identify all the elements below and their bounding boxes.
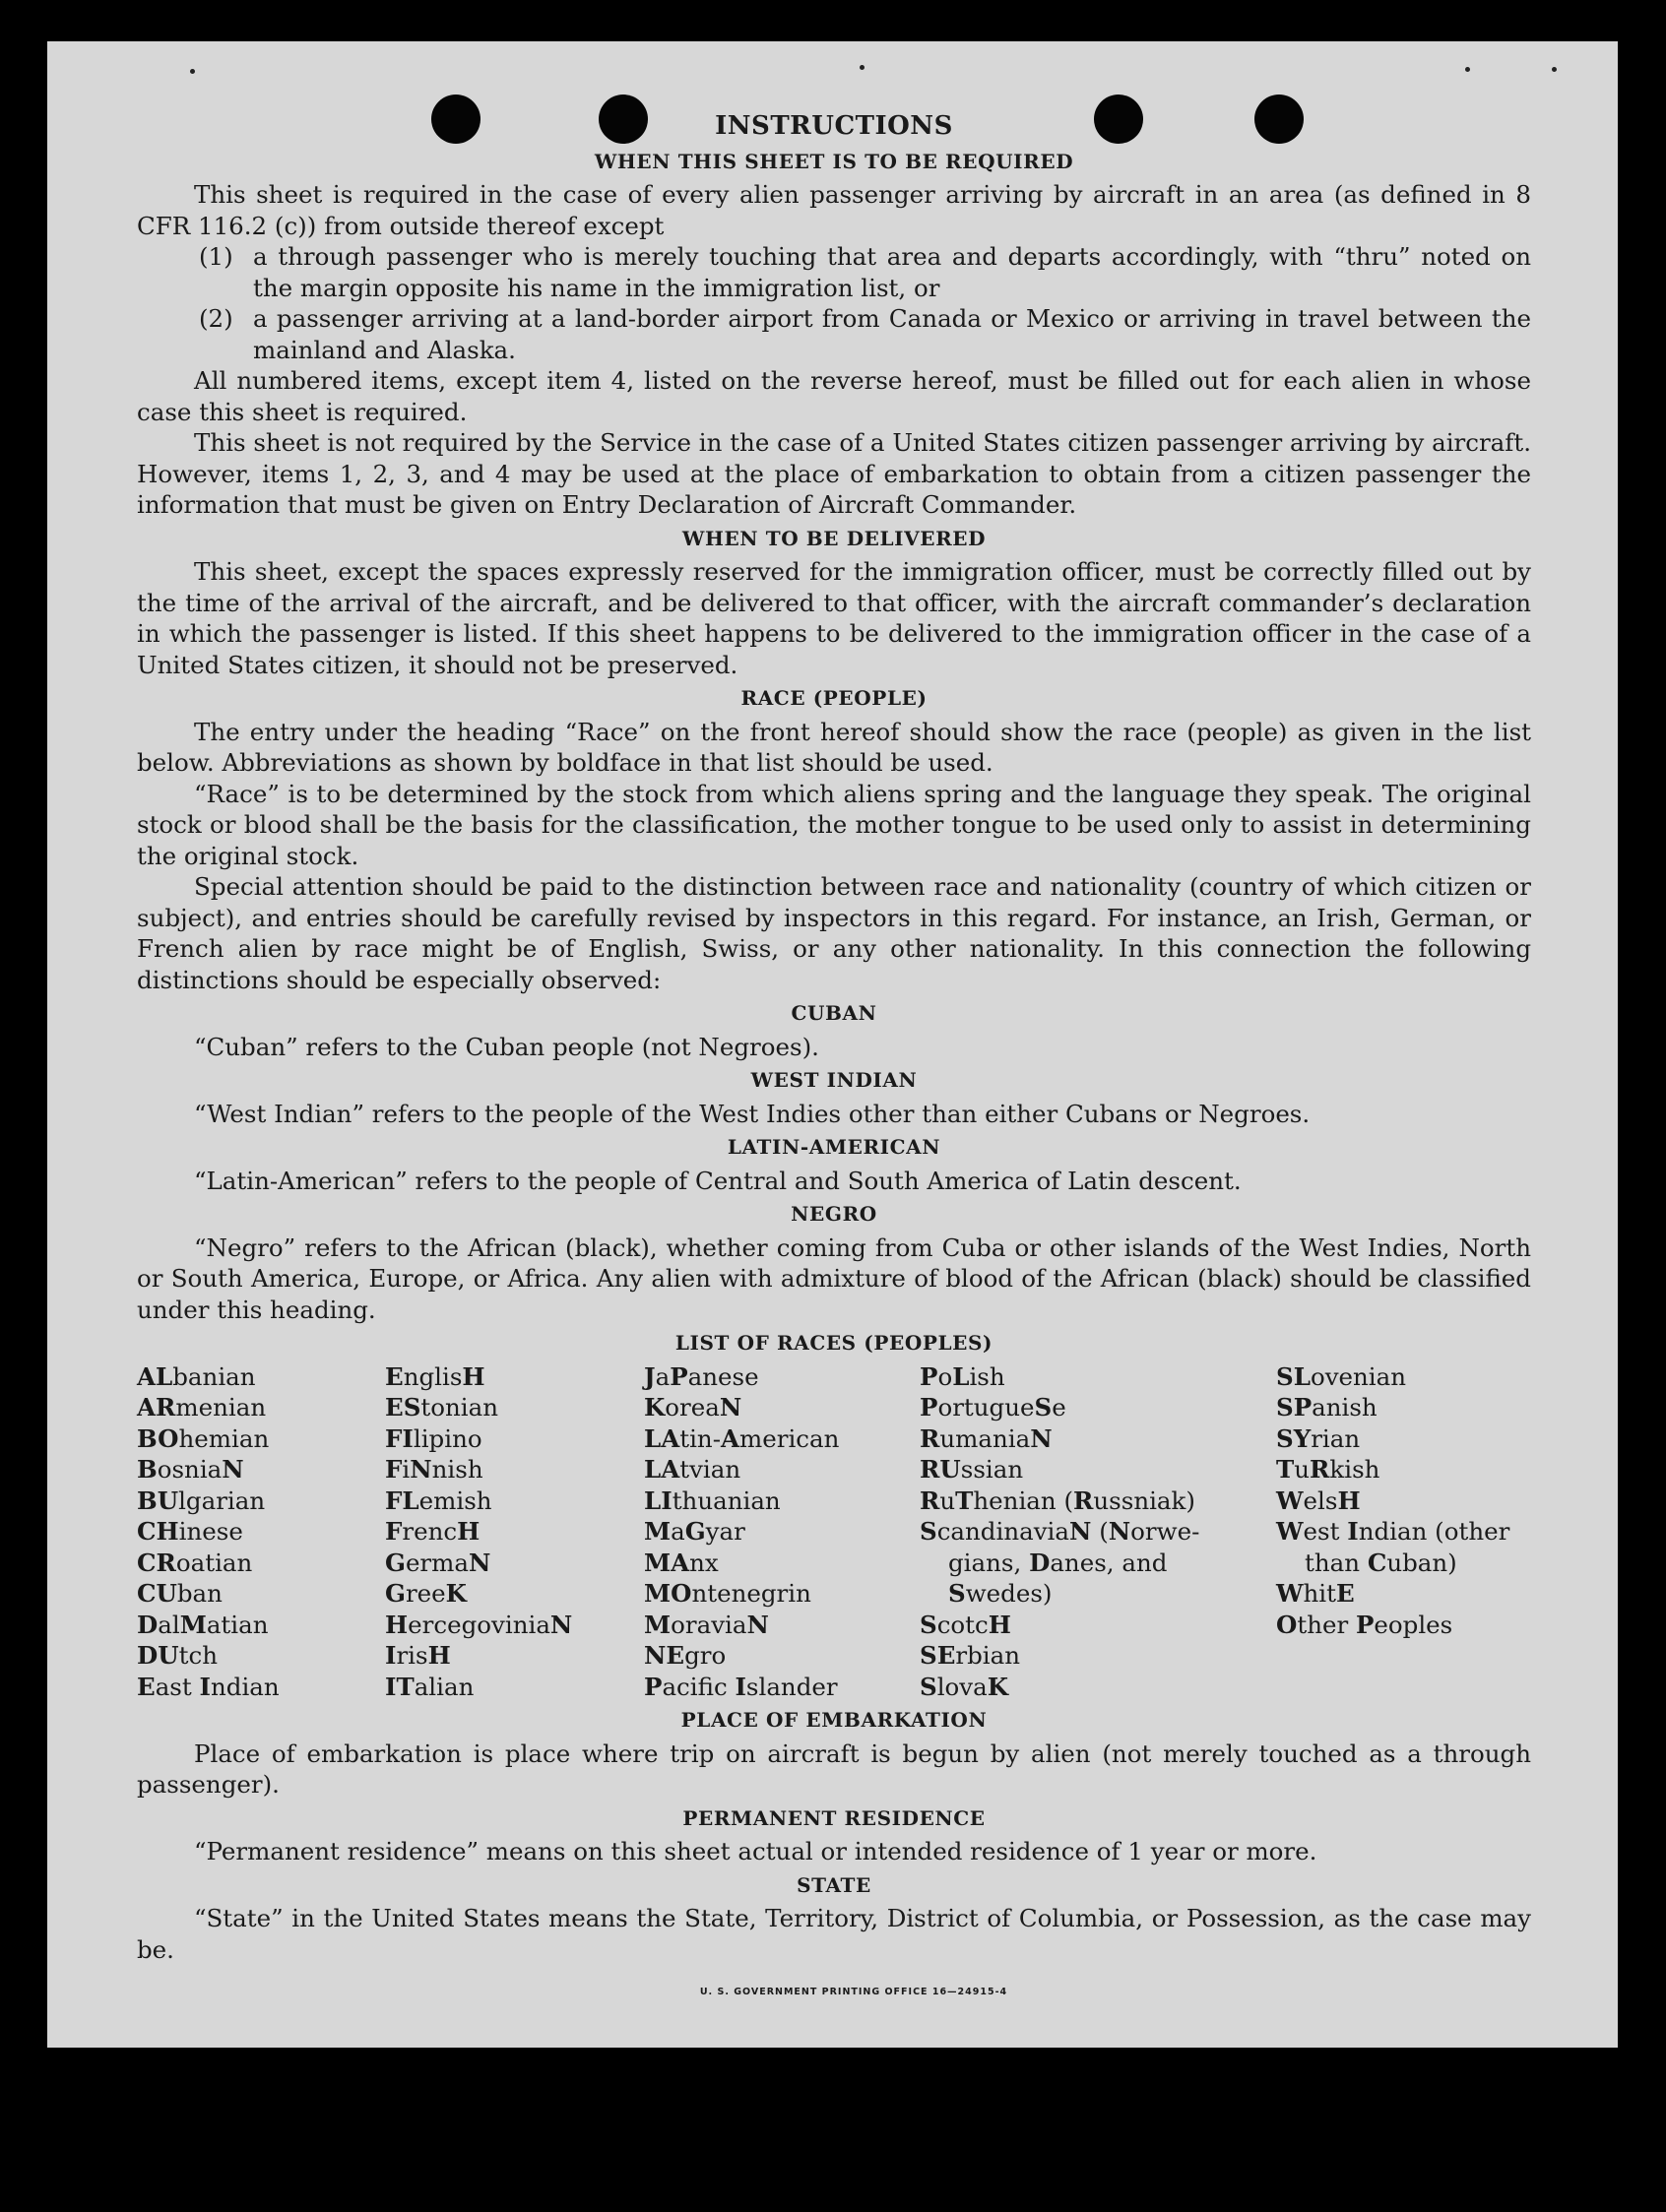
- list-item: [199, 303, 1531, 365]
- race-entry: Other Peoples: [1276, 1610, 1453, 1639]
- race-entry: MaGyar: [644, 1517, 745, 1546]
- heading-when-required: WHEN THIS SHEET IS TO BE REQUIRED: [594, 149, 1074, 173]
- race-entry: CUban: [137, 1579, 223, 1608]
- heading-race: RACE (PEOPLE): [740, 686, 928, 710]
- race-entry: MAnx: [644, 1548, 719, 1577]
- heading-when-delivered: WHEN TO BE DELIVERED: [681, 526, 987, 550]
- race-entry: JaPanese: [644, 1361, 759, 1391]
- races-list: [137, 1361, 1531, 1703]
- race-entry: BUlgarian: [137, 1485, 266, 1515]
- item-text: a passenger arriving at a land-border airport from Canada or Mexico or arriving in travel between the mainland and Alaska.: [253, 304, 1531, 364]
- heading-state: STATE: [797, 1872, 871, 1897]
- paragraph: “West Indian” refers to the people of the West Indies other than either Cubans or Negroes.: [194, 1099, 1311, 1128]
- race-entry: SLovenian: [1276, 1361, 1407, 1391]
- heading-cuban: CUBAN: [791, 1001, 877, 1025]
- race-entry: FLemish: [385, 1485, 492, 1515]
- race-entry: Pacific Islander: [644, 1672, 838, 1701]
- race-entry: RUssian: [920, 1455, 1024, 1484]
- race-entry: HercegoviniaN: [385, 1610, 573, 1639]
- item-text: a through passenger who is merely touching that area and departs accordingly, with “thru” noted on the margin opposite his name in the immigration list, or: [253, 242, 1531, 302]
- list-item: [199, 241, 1531, 303]
- races-column: [385, 1361, 644, 1703]
- race-entry: WhitE: [1276, 1579, 1355, 1608]
- race-entry: FiNnish: [385, 1455, 483, 1484]
- race-entry: WelsH: [1276, 1485, 1361, 1515]
- race-entry: SlovaK: [920, 1672, 1009, 1701]
- heading-permanent-residence: PERMANENT RESIDENCE: [682, 1805, 986, 1830]
- paragraph: “Negro” refers to the African (black), whether coming from Cuba or other islands of the West Indies, North or South America, Europe, or Africa. Any alien with admixture of blood of the African (black) should be classified under this heading.: [137, 1232, 1531, 1324]
- instructions-content: [137, 111, 1531, 2008]
- race-entry: CRoatian: [137, 1548, 253, 1577]
- heading-latin-american: LATIN-AMERICAN: [727, 1135, 941, 1159]
- page-title: INSTRUCTIONS: [715, 111, 953, 141]
- race-entry: EnglisH: [385, 1361, 485, 1391]
- item-number: (2): [199, 304, 233, 333]
- race-entry: SPanish: [1276, 1393, 1378, 1422]
- race-entry: LIthuanian: [644, 1485, 781, 1515]
- race-entry: NEgro: [644, 1641, 727, 1670]
- race-entry: FrencH: [385, 1517, 481, 1546]
- race-entry: ScandinaviaN (Norwe-: [920, 1517, 1200, 1546]
- heading-place-of-embarkation: PLACE OF EMBARKATION: [680, 1708, 988, 1732]
- race-entry: PortugueSe: [920, 1393, 1066, 1422]
- race-entry: ARmenian: [137, 1393, 267, 1422]
- speck: [1552, 67, 1557, 72]
- race-entry: LAtin-American: [644, 1423, 840, 1453]
- race-entry: ALbanian: [137, 1361, 256, 1391]
- paragraph: This sheet is required in the case of every alien passenger arriving by aircraft in an area (as defined in 8 CFR 116.2 (c)) from outside thereof except: [137, 180, 1531, 240]
- race-entry: West Indian (other: [1276, 1517, 1510, 1546]
- paragraph: Special attention should be paid to the distinction between race and nationality (country of which citizen or subject), and entries should be carefully revised by inspectors in this regard. For instance, an Irish, German, or French alien by race might be of English, Swiss, or any other nationality. In this connection the following distinctions should be especially observed:: [137, 872, 1531, 994]
- item-number: (1): [199, 242, 233, 271]
- paragraph: This sheet, except the spaces expressly reserved for the immigration officer, must be correctly filled out by the time of the arrival of the aircraft, and be delivered to that officer, with the aircraft commander’s declaration in which the passenger is listed. If this sheet happens to be delivered to the immigration officer in the case of a United States citizen, it should not be preserved.: [137, 557, 1531, 679]
- race-entry: FIlipino: [385, 1423, 482, 1453]
- race-entry: GermaN: [385, 1548, 491, 1577]
- speck: [1465, 67, 1470, 72]
- race-entry: ITalian: [385, 1672, 475, 1701]
- race-entry: KoreaN: [644, 1393, 742, 1422]
- race-entry: than Cuban): [1305, 1548, 1457, 1577]
- paragraph: “State” in the United States means the State, Territory, District of Columbia, or Possession, as the case may be.: [137, 1904, 1531, 1964]
- paragraph: “Cuban” refers to the Cuban people (not Negroes).: [194, 1032, 819, 1061]
- printer-imprint: U. S. GOVERNMENT PRINTING OFFICE 16—24915-4: [699, 1987, 1008, 1997]
- race-entry: gians, Danes, and: [948, 1548, 1168, 1577]
- race-entry: TuRkish: [1276, 1455, 1380, 1484]
- race-entry: CHinese: [137, 1517, 243, 1546]
- paragraph: Place of embarkation is place where trip on aircraft is begun by alien (not merely touched as a through passenger).: [137, 1738, 1531, 1799]
- race-entry: SYrian: [1276, 1423, 1361, 1453]
- races-column: [644, 1361, 920, 1703]
- race-entry: PoLish: [920, 1361, 1005, 1391]
- paragraph: “Latin-American” refers to the people of Central and South America of Latin descent.: [194, 1166, 1242, 1195]
- race-entry: DalMatian: [137, 1610, 269, 1639]
- races-column: [137, 1361, 385, 1703]
- race-entry: DUtch: [137, 1641, 218, 1670]
- race-entry: East Indian: [137, 1672, 280, 1701]
- race-entry: ScotcH: [920, 1610, 1011, 1639]
- races-column: [1276, 1361, 1531, 1703]
- heading-negro: NEGRO: [791, 1202, 877, 1226]
- races-column: [920, 1361, 1276, 1703]
- paragraph: The entry under the heading “Race” on the front hereof should show the race (people) as given in the list below. Abbreviations as shown by boldface in that list should be used.: [137, 717, 1531, 777]
- paragraph: “Permanent residence” means on this sheet actual or intended residence of 1 year or more.: [194, 1837, 1317, 1865]
- race-entry: MOntenegrin: [644, 1579, 811, 1608]
- heading-west-indian: WEST INDIAN: [750, 1068, 918, 1092]
- document-sheet: [47, 41, 1618, 2048]
- race-entry: BosniaN: [137, 1455, 244, 1484]
- paragraph: This sheet is not required by the Service in the case of a United States citizen passenger arriving by aircraft. However, items 1, 2, 3, and 4 may be used at the place of embarkation to obtain from a citizen passenger the information that must be given on Entry Declaration of Aircraft Commander.: [137, 428, 1531, 519]
- race-entry: IrisH: [385, 1641, 451, 1670]
- race-entry: EStonian: [385, 1393, 498, 1422]
- paragraph: “Race” is to be determined by the stock from which aliens spring and the language they speak. The original stock or blood shall be the basis for the classification, the mother tongue to be used only to assist in determining the original stock.: [137, 779, 1531, 870]
- speck: [190, 69, 195, 74]
- race-entry: MoraviaN: [644, 1610, 769, 1639]
- race-entry: LAtvian: [644, 1455, 741, 1484]
- race-entry: SErbian: [920, 1641, 1021, 1670]
- speck: [860, 65, 865, 70]
- heading-list-of-races: LIST OF RACES (PEOPLES): [674, 1331, 993, 1355]
- race-entry: Swedes): [948, 1579, 1053, 1608]
- race-entry: BOhemian: [137, 1423, 270, 1453]
- race-entry: GreeK: [385, 1579, 467, 1608]
- race-entry: RuThenian (Russniak): [920, 1485, 1195, 1515]
- paragraph: All numbered items, except item 4, listed on the reverse hereof, must be filled out for each alien in whose case this sheet is required.: [137, 366, 1531, 426]
- race-entry: RumaniaN: [920, 1423, 1053, 1453]
